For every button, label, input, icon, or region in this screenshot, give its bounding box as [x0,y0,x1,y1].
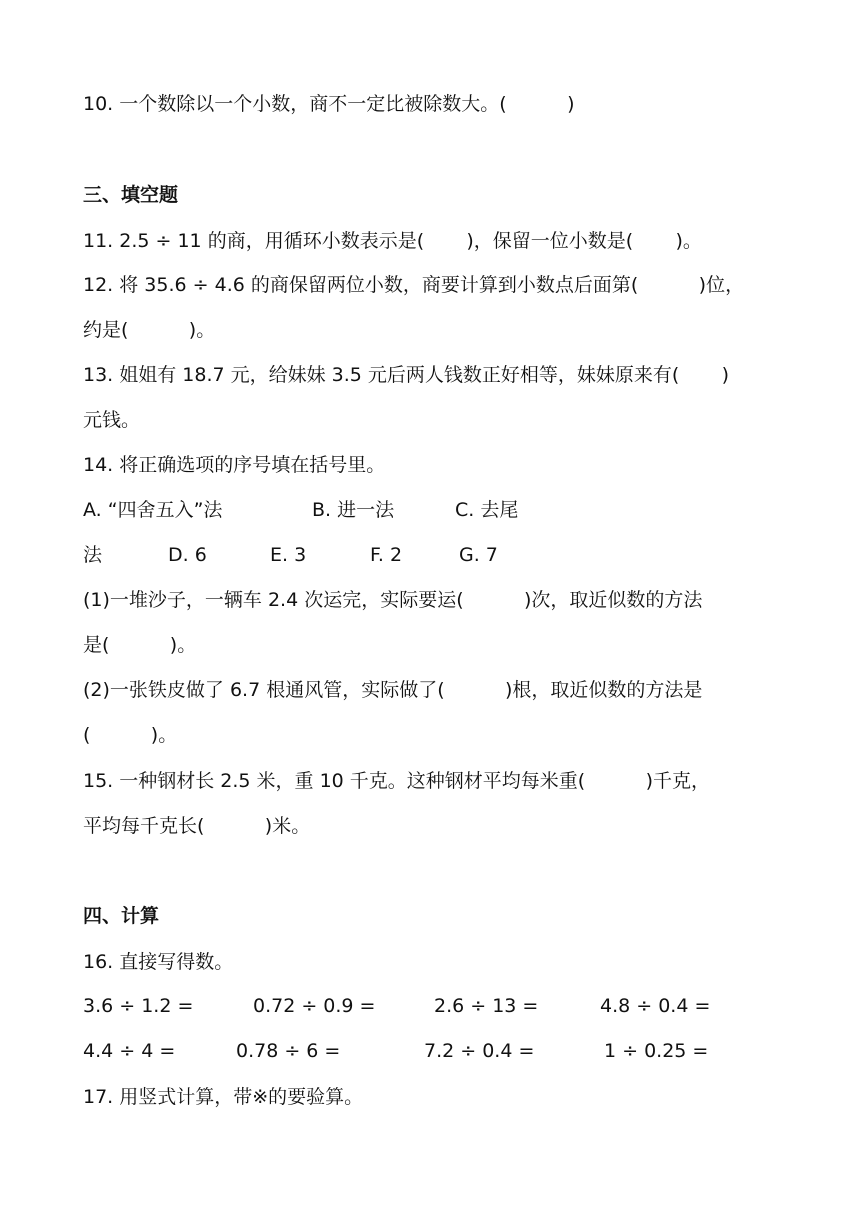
question-17: 17. 用竖式计算，带※的要验算。 [83,1086,364,1108]
question-11: 11. 2.5 ÷ 11 的商，用循环小数表示是( )，保留一位小数是( )。 [83,230,702,252]
option-c: C. 去尾 [455,499,519,521]
option-f: F. 2 [370,544,403,566]
option-a: A. “四舍五入”法 [83,499,223,521]
section-4-title: 四、计算 [83,905,160,927]
calc-item: 0.78 ÷ 6 = [236,1040,341,1062]
section-3-title: 三、填空题 [83,184,179,206]
calc-item: 3.6 ÷ 1.2 = [83,995,194,1017]
calc-item: 7.2 ÷ 0.4 = [424,1040,535,1062]
question-14: 14. 将正确选项的序号填在括号里。 [83,454,386,476]
question-12-line-2: 约是( )。 [83,319,216,341]
question-10: 10. 一个数除以一个小数，商不一定比被除数大。( ) [83,93,575,115]
option-c-continued: 法 [83,544,103,566]
question-15-line-1: 15. 一种钢材长 2.5 米，重 10 千克。这种钢材平均每米重( )千克， [83,770,711,792]
question-13-line-2: 元钱。 [83,409,141,431]
question-15-line-2: 平均每千克长( )米。 [83,815,311,837]
question-14-2-line-2: ( )。 [83,724,178,746]
question-14-2-line-1: (2)一张铁皮做了 6.7 根通风管，实际做了( )根，取近似数的方法是 [83,679,703,701]
option-g: G. 7 [459,544,498,566]
question-14-1-line-1: (1)一堆沙子，一辆车 2.4 次运完，实际要运( )次，取近似数的方法 [83,589,703,611]
question-16: 16. 直接写得数。 [83,951,234,973]
calc-item: 2.6 ÷ 13 = [434,995,539,1017]
question-14-1-line-2: 是( )。 [83,634,197,656]
option-e: E. 3 [270,544,307,566]
option-b: B. 进一法 [312,499,395,521]
option-d: D. 6 [168,544,207,566]
question-13-line-1: 13. 姐姐有 18.7 元，给妹妹 3.5 元后两人钱数正好相等，妹妹原来有( ) [83,364,730,386]
calc-item: 0.72 ÷ 0.9 = [253,995,376,1017]
question-12-line-1: 12. 将 35.6 ÷ 4.6 的商保留两位小数，商要计算到小数点后面第( )位， [83,274,745,296]
calc-item: 4.4 ÷ 4 = [83,1040,176,1062]
calc-item: 1 ÷ 0.25 = [604,1040,709,1062]
calc-item: 4.8 ÷ 0.4 = [600,995,711,1017]
